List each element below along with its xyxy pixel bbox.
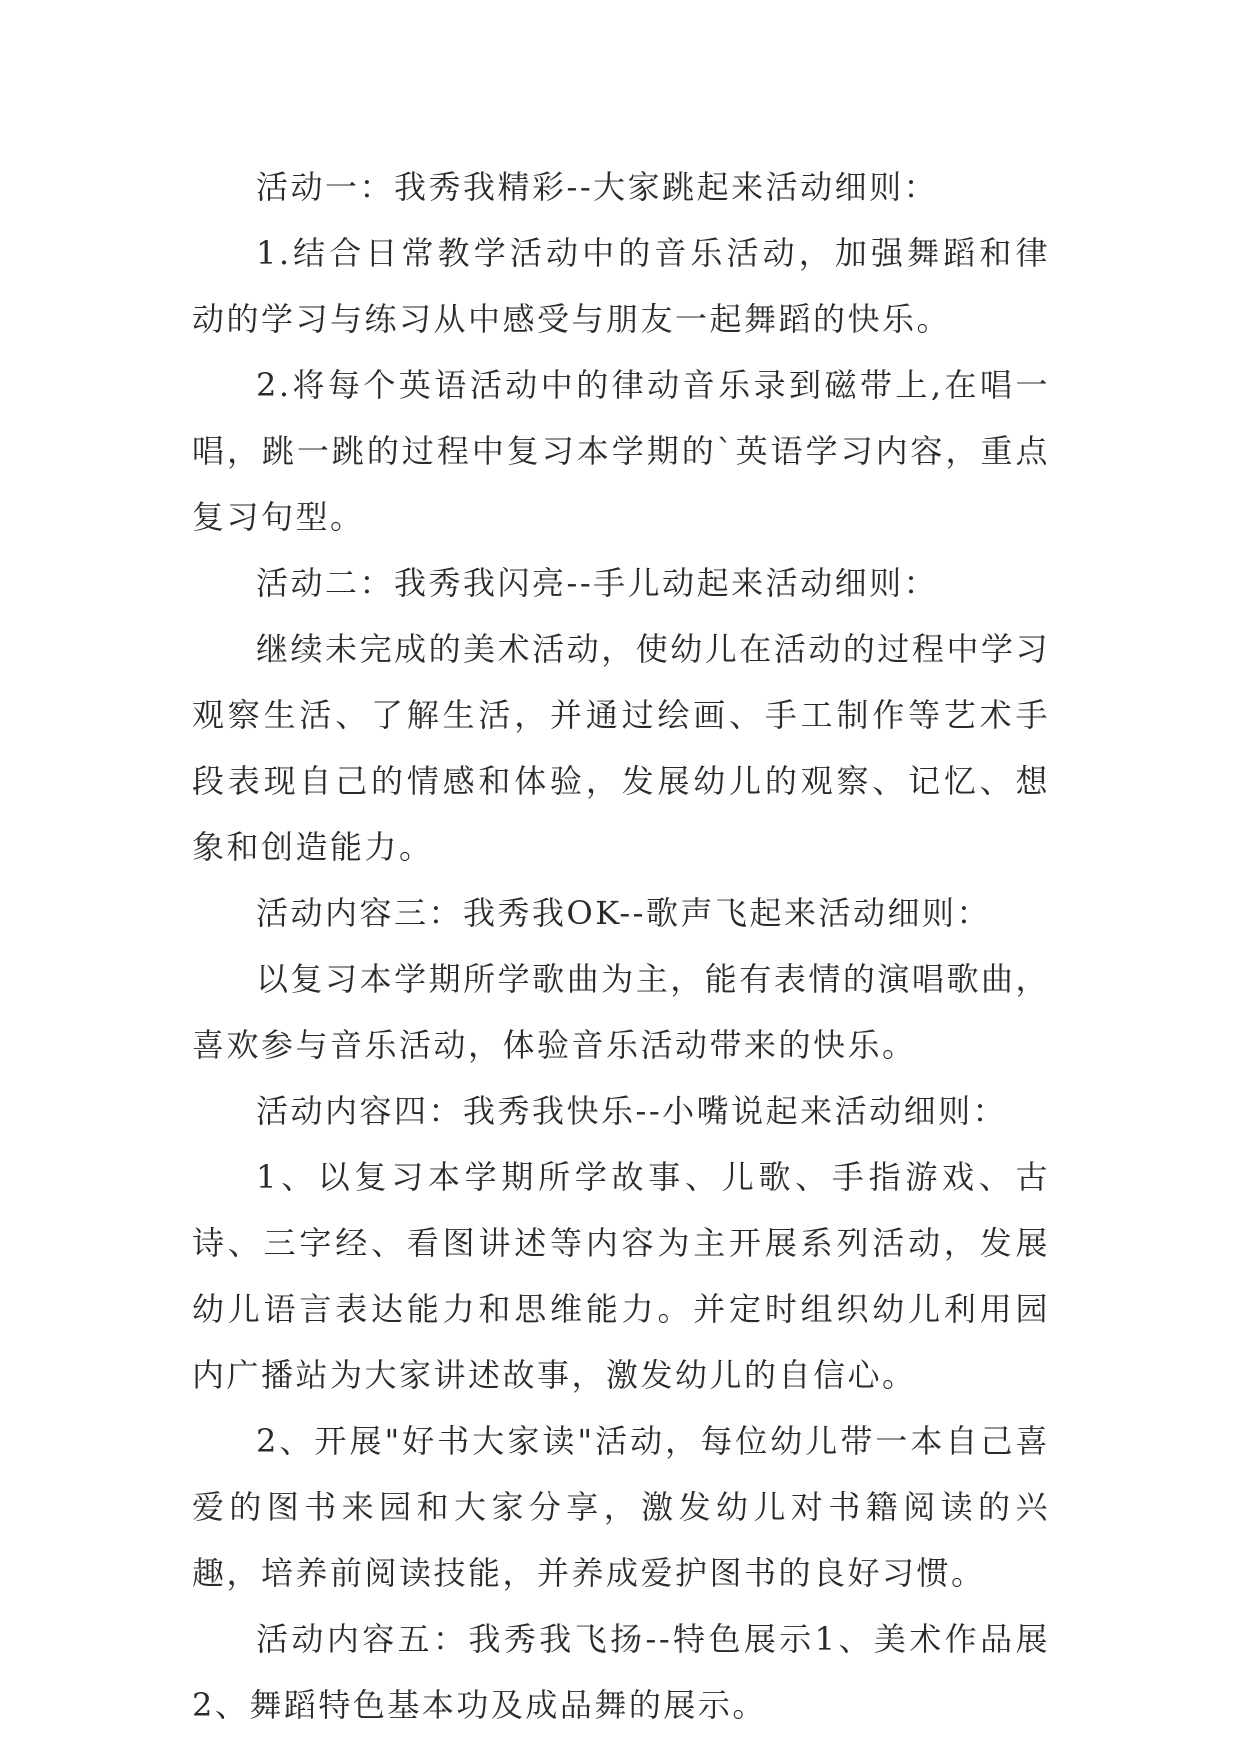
activity-2-heading: 活动二：我秀我闪亮--手儿动起来活动细则： xyxy=(256,564,939,602)
activity-3-rule: 以复习本学期所学歌曲为主，能有表情的演唱歌曲，喜欢参与音乐活动，体验音乐活动带来的快乐。 xyxy=(192,960,1050,1064)
document-body xyxy=(192,154,1050,1738)
activity-1-heading: 活动一：我秀我精彩--大家跳起来活动细则： xyxy=(256,168,939,206)
activity-4-heading: 活动内容四：我秀我快乐--小嘴说起来活动细则： xyxy=(256,1092,1008,1130)
activity-2-rule: 继续未完成的美术活动，使幼儿在活动的过程中学习观察生活、了解生活，并通过绘画、手工制作等艺术手段表现自己的情感和体验，发展幼儿的观察、记忆、想象和创造能力。 xyxy=(192,630,1050,866)
activity-1-rule-2: 2.将每个英语活动中的律动音乐录到磁带上,在唱一唱，跳一跳的过程中复习本学期的`英语学习内容，重点复习句型。 xyxy=(192,366,1050,536)
activity-4-rule-2: 2、开展"好书大家读"活动，每位幼儿带一本自己喜爱的图书来园和大家分享，激发幼儿对书籍阅读的兴趣，培养前阅读技能，并养成爱护图书的良好习惯。 xyxy=(192,1422,1050,1592)
activity-4-rule-1: 1、以复习本学期所学故事、儿歌、手指游戏、古诗、三字经、看图讲述等内容为主开展系列活动，发展幼儿语言表达能力和思维能力。并定时组织幼儿利用园内广播站为大家讲述故事，激发幼儿的自信心。 xyxy=(192,1158,1050,1394)
activity-1-rule-1: 1.结合日常教学活动中的音乐活动，加强舞蹈和律动的学习与练习从中感受与朋友一起舞蹈的快乐。 xyxy=(192,234,1050,338)
activity-3-heading: 活动内容三：我秀我OK--歌声飞起来活动细则： xyxy=(256,894,991,932)
activity-5-heading: 活动内容五：我秀我飞扬--特色展示1、美术作品展2、舞蹈特色基本功及成品舞的展示。 xyxy=(192,1620,1050,1724)
